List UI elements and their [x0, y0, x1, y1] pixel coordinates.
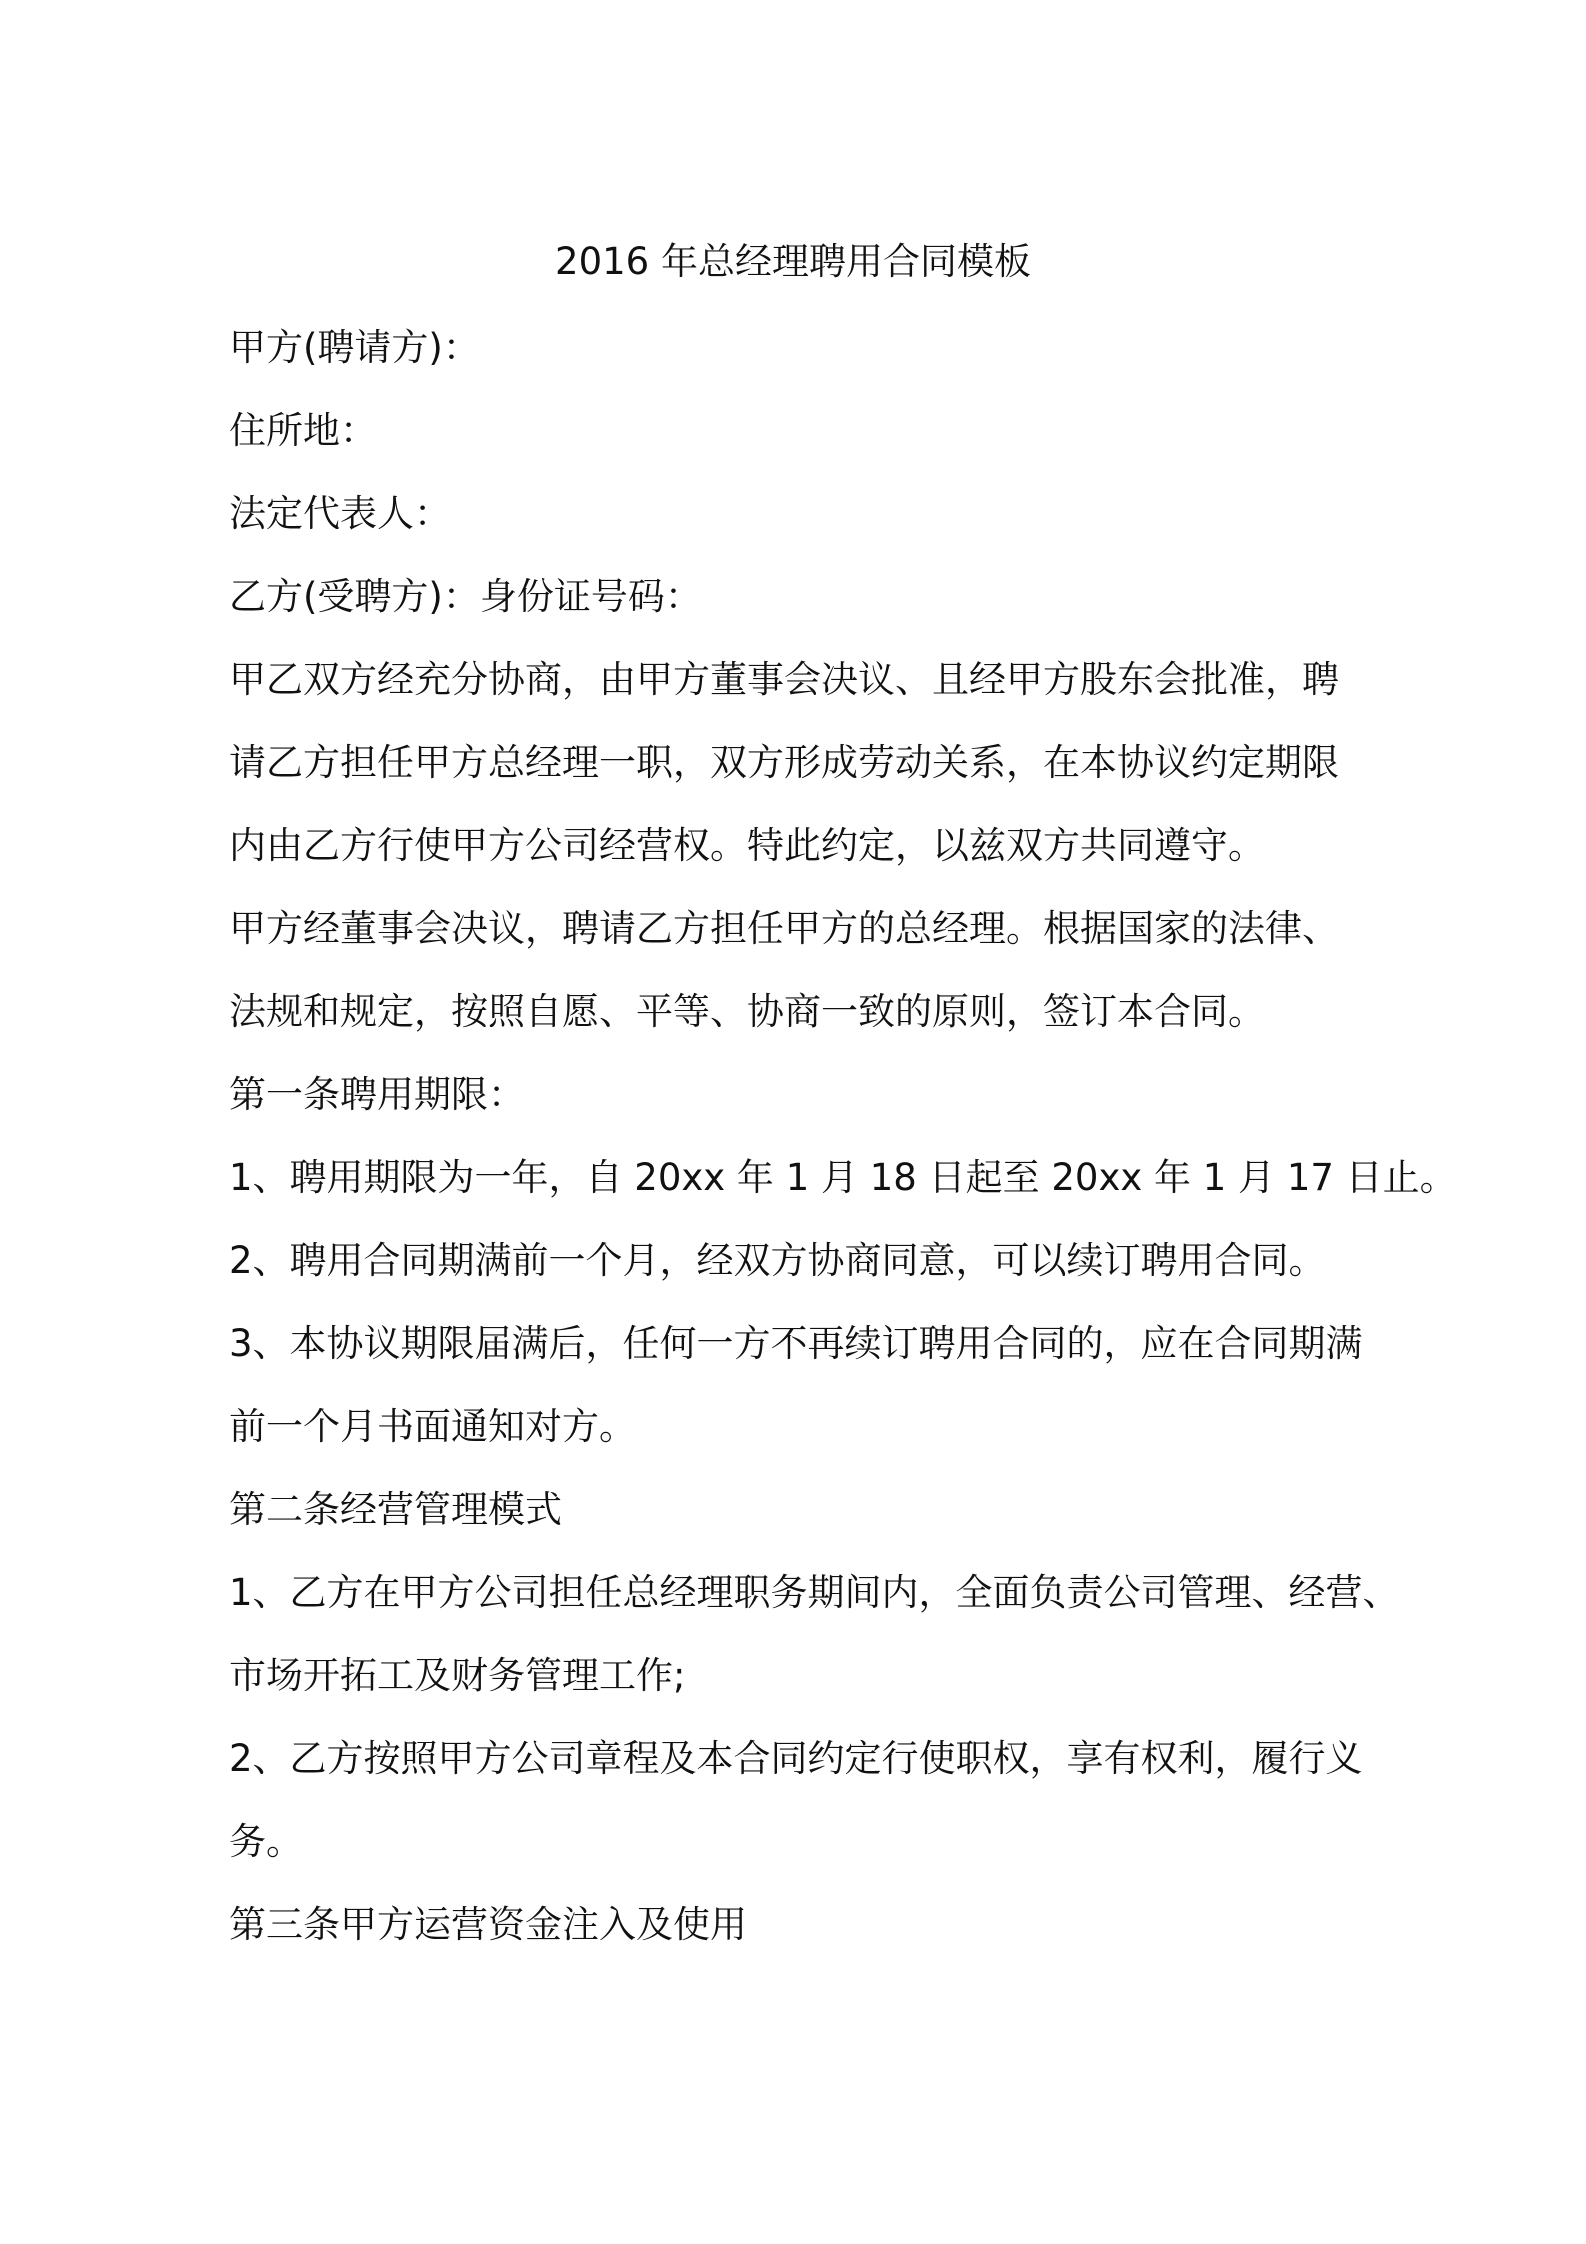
clause-line: 2、聘用合同期满前一个月，经双方协商同意，可以续订聘用合同。	[229, 1239, 1326, 1282]
clause-line: 3、本协议期限届满后，任何一方不再续订聘用合同的，应在合同期满	[229, 1322, 1363, 1365]
party-a-line: 甲方(聘请方)：	[229, 326, 480, 369]
clause-line: 2、乙方按照甲方公司章程及本合同约定行使职权，享有权利，履行义	[229, 1737, 1363, 1780]
section-heading: 第三条甲方运营资金注入及使用	[229, 1903, 747, 1946]
paragraph-line: 请乙方担任甲方总经理一职，双方形成劳动关系，在本协议约定期限	[229, 741, 1339, 784]
legal-representative-line: 法定代表人：	[229, 492, 451, 535]
address-line: 住所地：	[229, 409, 377, 452]
paragraph-line: 内由乙方行使甲方公司经营权。特此约定，以兹双方共同遵守。	[229, 824, 1265, 867]
section-heading: 第一条聘用期限：	[229, 1073, 525, 1116]
document-title: 2016 年总经理聘用合同模板	[555, 240, 1031, 283]
clause-line: 务。	[229, 1820, 303, 1863]
paragraph-line: 甲乙双方经充分协商，由甲方董事会决议、且经甲方股东会批准，聘	[229, 658, 1339, 701]
clause-line: 前一个月书面通知对方。	[229, 1405, 636, 1448]
party-b-line: 乙方(受聘方)：身份证号码：	[229, 575, 702, 618]
paragraph-line: 法规和规定，按照自愿、平等、协商一致的原则，签订本合同。	[229, 990, 1265, 1033]
clause-line: 市场开拓工及财务管理工作;	[229, 1654, 686, 1697]
clause-line: 1、乙方在甲方公司担任总经理职务期间内，全面负责公司管理、经营、	[229, 1571, 1400, 1614]
section-heading: 第二条经营管理模式	[229, 1488, 562, 1531]
paragraph-line: 甲方经董事会决议，聘请乙方担任甲方的总经理。根据国家的法律、	[229, 907, 1339, 950]
clause-line: 1、聘用期限为一年，自 20xx 年 1 月 18 日起至 20xx 年 1 月 17 日止。	[229, 1156, 1457, 1199]
